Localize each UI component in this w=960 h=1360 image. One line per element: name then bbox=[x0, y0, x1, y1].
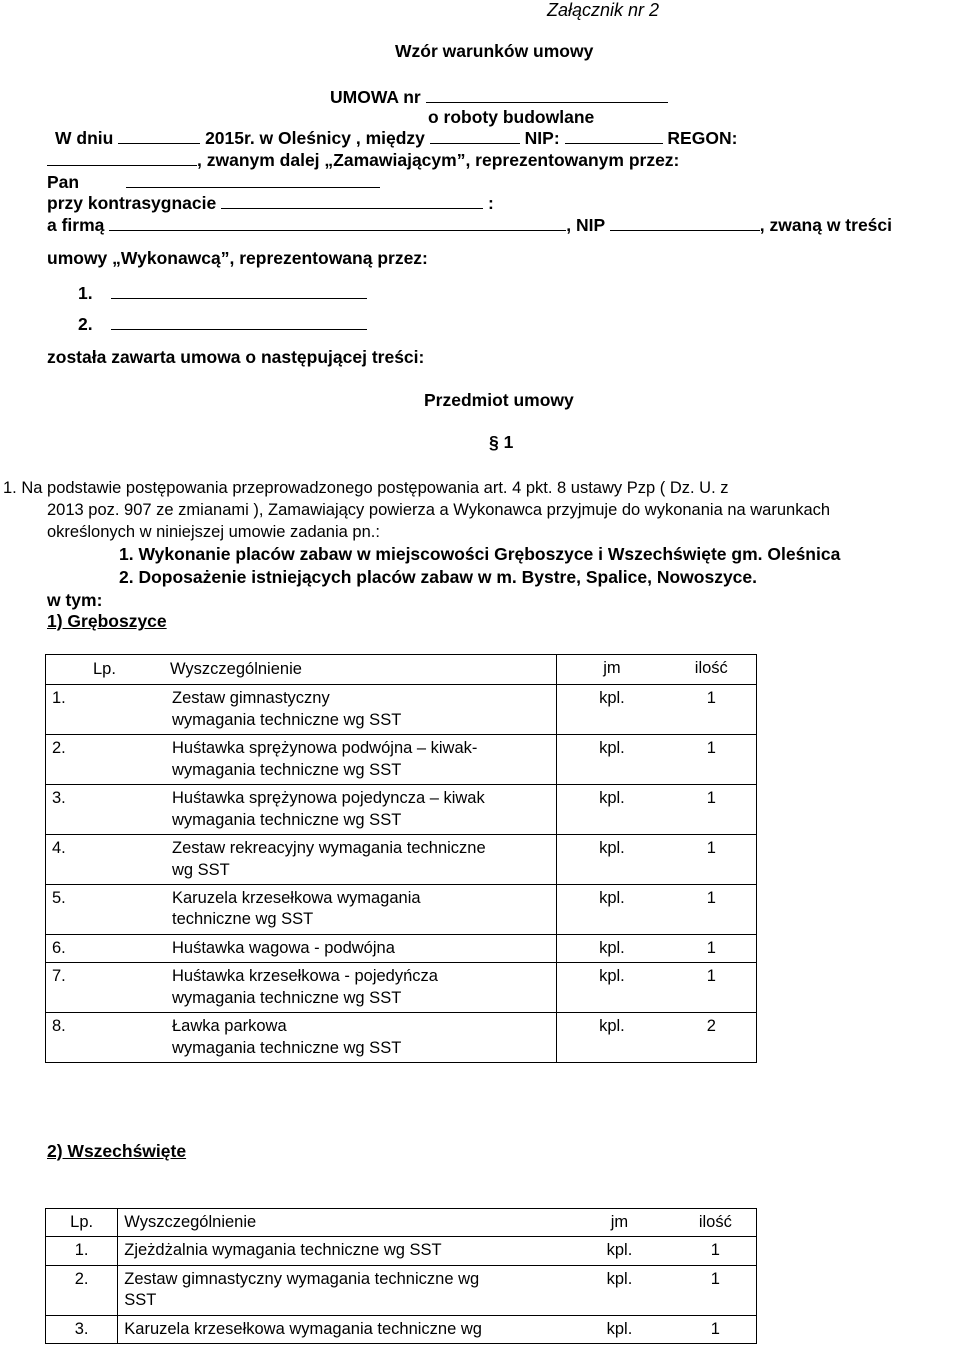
row-lp: 2. bbox=[74, 1269, 89, 1288]
representative-1: 1. bbox=[78, 283, 367, 303]
row-description-line-1: Huśtawka sprężynowa pojedyncza – kiwak bbox=[172, 789, 485, 808]
row-description-line-1: Zjeżdżalnia wymagania techniczne wg SST bbox=[124, 1241, 442, 1260]
document-title: Wzór warunków umowy bbox=[395, 41, 594, 61]
clause-1-line-2: 2013 poz. 907 ze zmianami ), Zamawiający powierza a Wykonawca przyjmuje do wykonania na warunkach bbox=[47, 501, 831, 519]
specification-table-2 bbox=[45, 1208, 757, 1344]
row-description-line-2: wymagania techniczne wg SST bbox=[172, 760, 402, 779]
place-2-heading: 2) Wszechświęte bbox=[47, 1141, 187, 1161]
table-row bbox=[46, 963, 757, 1013]
row-qty: 1 bbox=[706, 789, 716, 808]
table-row bbox=[46, 1315, 757, 1343]
section-title: Przedmiot umowy bbox=[424, 390, 574, 410]
row-description bbox=[172, 966, 438, 1009]
header-unit: jm bbox=[603, 659, 621, 677]
row-description-line-1: Karuzela krzesełkowa wymagania techniczne wg bbox=[124, 1319, 482, 1338]
header-unit: jm bbox=[610, 1213, 629, 1231]
row-qty: 1 bbox=[706, 938, 716, 957]
header-name: Wyszczególnienie bbox=[170, 660, 302, 678]
row-description-line-1: Ławka parkowa bbox=[172, 1017, 287, 1036]
row-unit: kpl. bbox=[606, 1241, 633, 1260]
row-description-line-2: techniczne wg SST bbox=[172, 910, 314, 929]
row-description-line-1: Huśtawka krzesełkowa - pojedyńcza bbox=[172, 967, 438, 986]
row-description-line-2: SST bbox=[124, 1291, 157, 1310]
row-lp: 3. bbox=[52, 789, 66, 808]
contract-subject: o roboty budowlane bbox=[428, 107, 595, 127]
row-qty: 1 bbox=[706, 839, 716, 858]
row-description-line-2: wymagania techniczne wg SST bbox=[172, 988, 402, 1007]
row-description-line-1: Zestaw gimnastyczny wymagania techniczne wg bbox=[124, 1269, 480, 1288]
parties-line-3: Pan bbox=[47, 172, 380, 192]
table-row bbox=[46, 685, 757, 735]
table-row bbox=[46, 1237, 757, 1265]
row-unit: kpl. bbox=[599, 839, 625, 858]
row-description-line-1: Huśtawka sprężynowa podwójna – kiwak- bbox=[172, 739, 478, 758]
row-unit: kpl. bbox=[599, 689, 625, 708]
row-lp: 5. bbox=[52, 888, 66, 907]
header-name: Wyszczególnienie bbox=[124, 1213, 257, 1231]
header-lp: Lp. bbox=[70, 1213, 94, 1231]
row-qty: 1 bbox=[706, 967, 716, 986]
place-1-heading: 1) Gręboszyce bbox=[47, 611, 167, 631]
row-description bbox=[172, 788, 485, 831]
row-description bbox=[172, 888, 421, 931]
row-lp: 1. bbox=[52, 689, 66, 708]
row-qty: 1 bbox=[706, 888, 716, 907]
attachment-label: Załącznik nr 2 bbox=[547, 0, 660, 20]
row-lp: 4. bbox=[52, 839, 66, 858]
in-that-label: w tym: bbox=[47, 590, 103, 610]
specification-table-1 bbox=[45, 654, 757, 1063]
row-description-line-1: Huśtawka wagowa - podwójna bbox=[172, 938, 395, 957]
table-header-row bbox=[46, 655, 757, 685]
row-lp: 7. bbox=[52, 967, 66, 986]
row-qty: 1 bbox=[706, 689, 716, 708]
clause-1-line-1: 1. Na podstawie postępowania przeprowadzonego postępowania art. 4 pkt. 8 ustawy Pzp ( Dz. U. z bbox=[3, 479, 729, 497]
table-row bbox=[46, 1265, 757, 1315]
row-qty: 1 bbox=[710, 1319, 720, 1338]
task-2: 2. Doposażenie istniejących placów zabaw w m. Bystre, Spalice, Nowoszyce. bbox=[119, 567, 758, 587]
row-description-line-1: Karuzela krzesełkowa wymagania bbox=[172, 888, 421, 907]
contract-number: UMOWA nr bbox=[330, 87, 668, 107]
table-row bbox=[46, 735, 757, 785]
parties-line-6: umowy „Wykonawcą”, reprezentowaną przez: bbox=[47, 248, 428, 268]
row-lp: 1. bbox=[74, 1241, 89, 1260]
row-qty: 1 bbox=[710, 1269, 720, 1288]
row-description-line-1: Zestaw rekreacyjny wymagania techniczne bbox=[172, 839, 486, 858]
table-header-row bbox=[46, 1209, 757, 1237]
row-unit: kpl. bbox=[599, 739, 625, 758]
row-lp: 2. bbox=[52, 739, 66, 758]
row-lp: 6. bbox=[52, 938, 66, 957]
row-description bbox=[172, 738, 477, 781]
row-qty: 1 bbox=[710, 1241, 720, 1260]
row-description bbox=[172, 688, 401, 731]
row-unit: kpl. bbox=[599, 888, 625, 907]
row-qty: 1 bbox=[706, 739, 716, 758]
row-description-line-1: Zestaw gimnastyczny bbox=[172, 689, 330, 708]
row-unit: kpl. bbox=[599, 938, 625, 957]
concluded-statement: została zawarta umowa o następującej treści: bbox=[47, 347, 425, 367]
parties-line-1: W dniu 2015r. w Oleśnicy , między NIP: REGON: bbox=[55, 128, 738, 148]
row-qty: 2 bbox=[706, 1017, 716, 1036]
row-unit: kpl. bbox=[599, 967, 625, 986]
clause-1-line-3: określonych w niniejszej umowie zadania pn.: bbox=[47, 523, 380, 541]
row-lp: 8. bbox=[52, 1017, 66, 1036]
paragraph-sign: § 1 bbox=[489, 432, 514, 452]
table-row bbox=[46, 785, 757, 835]
row-unit: kpl. bbox=[599, 1017, 625, 1036]
row-unit: kpl. bbox=[599, 789, 625, 808]
table-row bbox=[46, 884, 757, 934]
row-description bbox=[172, 838, 486, 881]
row-description bbox=[172, 938, 395, 959]
row-description-line-2: wymagania techniczne wg SST bbox=[172, 810, 402, 829]
parties-line-4: przy kontrasygnacie : bbox=[47, 193, 494, 213]
header-lp: Lp. bbox=[93, 660, 116, 678]
representative-2: 2. bbox=[78, 314, 367, 334]
parties-line-2: , zwanym dalej „Zamawiającym”, reprezentowanym przez: bbox=[47, 150, 679, 170]
row-description-line-2: wg SST bbox=[172, 860, 230, 879]
row-lp: 3. bbox=[74, 1319, 89, 1338]
parties-line-5: a firmą , NIP , zwaną w treści bbox=[47, 215, 893, 235]
task-1: 1. Wykonanie placów zabaw w miejscowości Gręboszyce i Wszechświęte gm. Oleśnica bbox=[119, 544, 841, 564]
row-description-line-2: wymagania techniczne wg SST bbox=[172, 710, 402, 729]
header-qty: ilość bbox=[694, 659, 728, 677]
row-description-line-2: wymagania techniczne wg SST bbox=[172, 1038, 402, 1057]
table-row bbox=[46, 934, 757, 962]
header-qty: ilość bbox=[698, 1213, 732, 1231]
row-unit: kpl. bbox=[606, 1319, 633, 1338]
table-row bbox=[46, 835, 757, 885]
row-unit: kpl. bbox=[606, 1269, 633, 1288]
row-description bbox=[172, 1016, 401, 1059]
table-row bbox=[46, 1013, 757, 1063]
